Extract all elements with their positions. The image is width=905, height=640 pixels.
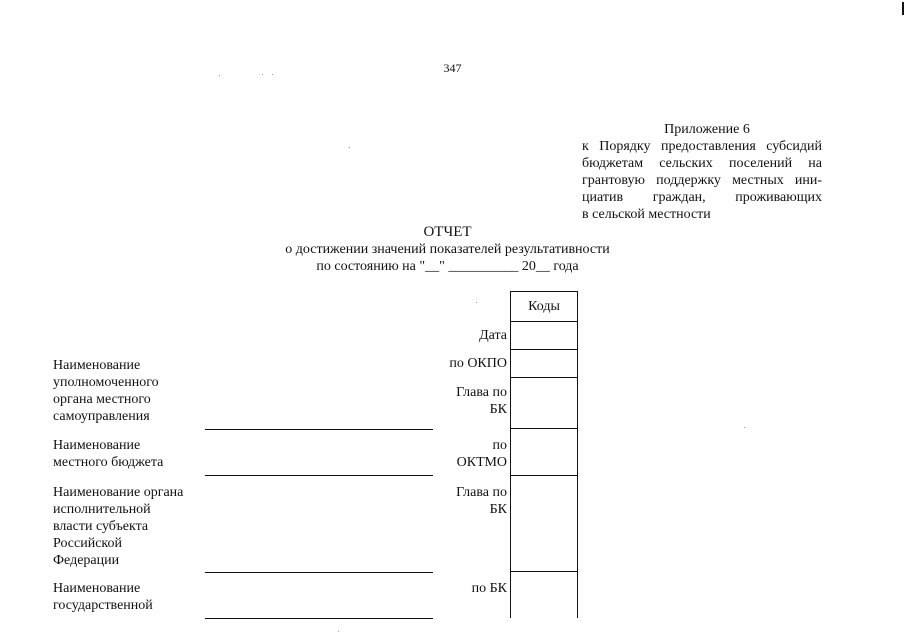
label-date: Дата: [479, 328, 507, 343]
label-oktmo-line: по: [492, 438, 507, 453]
field-authority-line: органа местного: [53, 392, 151, 407]
field-state-line: государственной: [53, 598, 153, 613]
code-cell-date[interactable]: [511, 321, 577, 350]
field-executive-label: [53, 484, 203, 569]
code-cell-glava-bk-2[interactable]: [511, 475, 577, 572]
appendix-line: грантовую поддержку местных ини-: [582, 173, 822, 188]
field-budget-line-input[interactable]: [205, 475, 433, 476]
code-cell-oktmo[interactable]: [511, 428, 577, 476]
appendix-line: к Порядку предоставления субсидий: [582, 139, 822, 154]
field-authority-line-input[interactable]: [205, 429, 433, 430]
field-executive-line: власти субъекта: [53, 519, 149, 534]
label-glava-bk-2-line: БК: [489, 502, 507, 517]
scan-speck: [219, 75, 220, 76]
field-budget-label: [53, 437, 203, 471]
scan-speck: [262, 74, 263, 75]
scan-mark: [902, 2, 904, 15]
field-state-label: [53, 580, 203, 614]
field-state-line-input[interactable]: [205, 618, 433, 619]
label-glava-bk-2: [397, 484, 507, 518]
codes-table: [510, 291, 578, 618]
appendix-title: Приложение 6: [664, 122, 750, 137]
code-cell-po-bk[interactable]: [511, 571, 577, 619]
report-title: ОТЧЕТ: [423, 224, 472, 240]
appendix-block: [582, 121, 822, 223]
field-authority-line: самоуправления: [53, 409, 150, 424]
report-date-line: по состоянию на "__" __________ 20__ года: [316, 259, 579, 274]
label-oktmo: [397, 437, 507, 471]
appendix-line: циатив граждан, проживающих: [582, 190, 822, 205]
field-executive-line: Федерации: [53, 553, 120, 568]
field-authority-line: уполномоченного: [53, 375, 159, 390]
label-po-bk: по БК: [471, 581, 507, 596]
label-glava-bk: [397, 384, 507, 418]
label-oktmo-line: ОКТМО: [456, 455, 507, 470]
field-authority-line: Наименование: [53, 358, 141, 373]
field-state-line: Наименование: [53, 581, 141, 596]
field-executive-line: Российской: [53, 536, 122, 551]
field-executive-line: исполнительной: [53, 502, 151, 517]
field-budget-line: местного бюджета: [53, 455, 164, 470]
scan-speck: [338, 631, 339, 632]
scan-speck: [272, 74, 273, 75]
scan-speck: [349, 147, 350, 148]
report-subtitle: о достижении значений показателей результативности: [285, 242, 610, 257]
field-budget-line: Наименование: [53, 438, 141, 453]
label-okpo: по ОКПО: [449, 356, 507, 371]
code-cell-glava-bk[interactable]: [511, 377, 577, 429]
field-executive-line: Наименование органа: [53, 485, 184, 500]
page-number: 347: [443, 61, 462, 75]
field-executive-line-input[interactable]: [205, 572, 433, 573]
scan-speck: [744, 427, 745, 428]
scan-speck: [476, 302, 477, 303]
label-glava-bk-line: Глава по: [456, 385, 507, 400]
label-glava-bk-2-line: Глава по: [456, 485, 507, 500]
codes-header: Коды: [528, 299, 560, 314]
code-cell-okpo[interactable]: [511, 349, 577, 378]
appendix-line: в сельской местности: [582, 207, 711, 222]
label-glava-bk-line: БК: [489, 402, 507, 417]
appendix-line: бюджетам сельских поселений на: [582, 156, 822, 171]
field-authority-label: [53, 357, 203, 425]
